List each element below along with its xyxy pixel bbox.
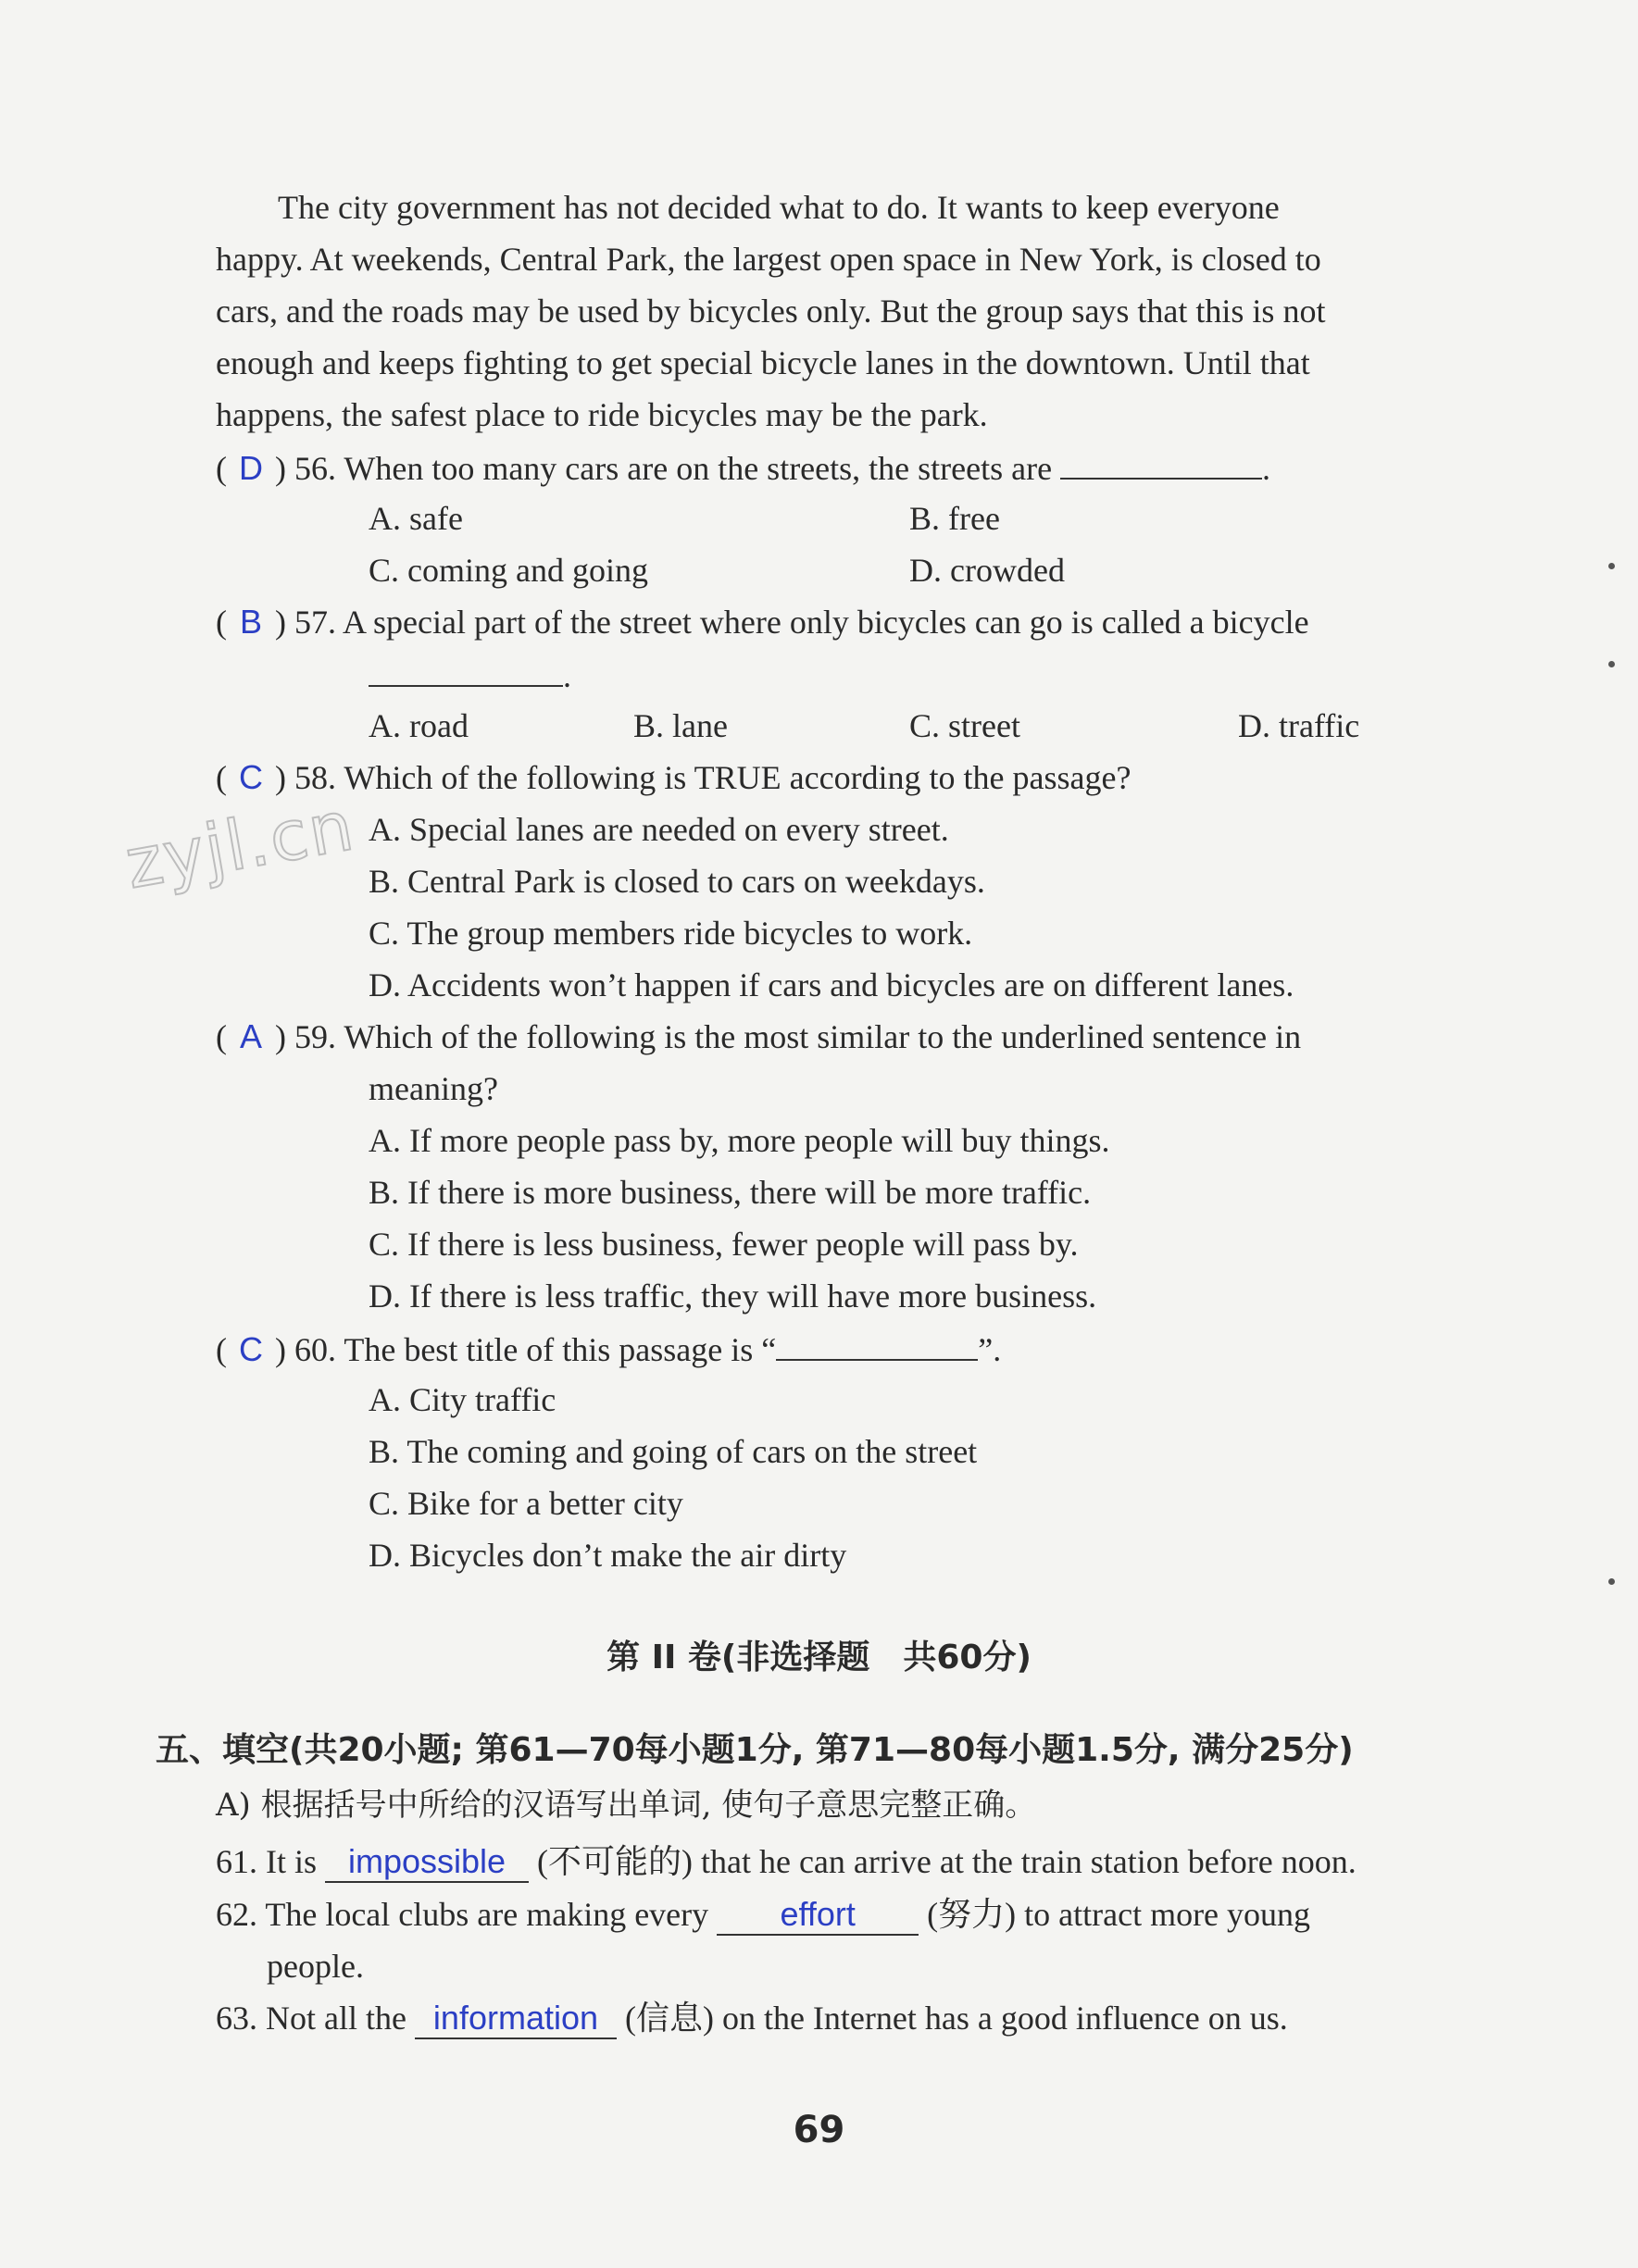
option-58-c: C. The group members ride bicycles to work. (369, 915, 973, 952)
option-56-d: D. crowded (909, 552, 1065, 589)
question-56: ( D ) 56. When too many cars are on the streets, the streets are . (216, 441, 1270, 494)
answer-59: A (239, 1017, 262, 1055)
option-60-c: C. Bike for a better city (369, 1485, 683, 1522)
option-57-a: A. road (369, 707, 469, 744)
passage-line-5: happens, the safest place to ride bicycles may be the park. (216, 396, 988, 433)
passage-line-3: cars, and the roads may be used by bicycles only. But the group says that this is not (216, 293, 1326, 330)
option-58-a: A. Special lanes are needed on every street. (369, 811, 949, 848)
question-stem: A special part of the street where only bicycles can go is called a bicycle (343, 604, 1309, 641)
answer-57: B (239, 603, 262, 641)
option-56-b: B. free (909, 500, 1000, 537)
fill-item-62-cont: people. (267, 1948, 364, 1985)
question-number: 60. (294, 1331, 336, 1368)
passage-line-4: enough and keeps fighting to get special bicycle lanes in the downtown. Until that (216, 344, 1310, 381)
option-57-c: C. street (909, 707, 1020, 744)
question-number: 59. (294, 1018, 336, 1055)
fill-answer-63: information (415, 1999, 617, 2039)
item-text: (努力) to attract more young (927, 1896, 1311, 1933)
fill-item-61 (216, 1836, 1357, 1888)
fill-answer-62: effort (717, 1895, 919, 1936)
answer-58: C (239, 758, 263, 796)
option-60-b: B. The coming and going of cars on the street (369, 1433, 978, 1470)
question-57-blank-line (369, 648, 571, 702)
fill-answer-61: impossible (325, 1842, 529, 1883)
option-58-b: B. Central Park is closed to cars on weekdays. (369, 863, 985, 900)
option-59-a: A. If more people pass by, more people will buy things. (369, 1122, 1110, 1159)
option-60-a: A. City traffic (369, 1381, 556, 1418)
answer-blank (369, 648, 563, 687)
option-60-d: D. Bicycles don’t make the air dirty (369, 1537, 847, 1574)
option-56-a: A. safe (369, 500, 463, 537)
answer-blank (1060, 441, 1262, 480)
option-59-c: C. If there is less business, fewer people will pass by. (369, 1226, 1079, 1263)
item-text: 63. Not all the (216, 2000, 406, 2037)
question-stem: The best title of this passage is “ (344, 1331, 777, 1368)
question-stem: Which of the following is the most similar to the underlined sentence in (344, 1018, 1302, 1055)
question-59: ( A ) 59. Which of the following is the most similar to the underlined sentence in (216, 1011, 1301, 1063)
question-58: ( C ) 58. Which of the following is TRUE according to the passage? (216, 752, 1131, 804)
question-59-stem-cont: meaning? (369, 1070, 498, 1107)
sub-instruction-a: A) 根据括号中所给的汉语写出单词, 使句子意思完整正确。 (216, 1787, 1037, 1824)
answer-blank (776, 1322, 978, 1361)
item-text: (信息) on the Internet has a good influence on us. (624, 2000, 1288, 2037)
option-57-b: B. lane (633, 707, 728, 744)
question-number: 57. (294, 604, 336, 641)
question-stem: Which of the following is TRUE according to the passage? (344, 759, 1132, 796)
option-57-d: D. traffic (1238, 707, 1360, 744)
item-text: 61. It is (216, 1843, 318, 1880)
stem-end: . (563, 657, 571, 694)
item-text: 62. The local clubs are making every (216, 1896, 709, 1933)
question-57: ( B ) 57. A special part of the street where only bicycles can go is called a bicycle (216, 596, 1309, 648)
item-text: (不可能的) that he can arrive at the train station before noon. (537, 1843, 1357, 1880)
binder-dot (1608, 563, 1615, 569)
section-5-heading: 五、填空(共20小题; 第61—70每小题1分, 第71—80每小题1.5分, 满分25分) (156, 1731, 1354, 1769)
stem-end: . (1262, 450, 1271, 487)
passage-line-1: The city government has not decided what to do. It wants to keep everyone (278, 189, 1280, 226)
option-59-d: D. If there is less traffic, they will have more business. (369, 1277, 1097, 1315)
option-58-d: D. Accidents won’t happen if cars and bicycles are on different lanes. (369, 966, 1294, 1003)
option-59-b: B. If there is more business, there will be more traffic. (369, 1174, 1092, 1211)
binder-dot (1608, 1578, 1615, 1585)
page-number: 69 (793, 2109, 845, 2151)
passage-line-2: happy. At weekends, Central Park, the largest open space in New York, is closed to (216, 241, 1321, 278)
answer-56: D (239, 449, 263, 487)
question-number: 58. (294, 759, 336, 796)
question-stem: When too many cars are on the streets, the streets are (344, 450, 1053, 487)
question-number: 56. (294, 450, 336, 487)
fill-item-63 (216, 1992, 1288, 2044)
stem-end: ”. (978, 1331, 1002, 1368)
watermark-logo: zyjl.cn (119, 786, 361, 904)
binder-dot (1608, 661, 1615, 667)
part-2-title: 第 II 卷(非选择题 共60分) (606, 1639, 1032, 1676)
question-60: ( C ) 60. The best title of this passage is “ ”. (216, 1322, 1001, 1376)
answer-60: C (239, 1330, 263, 1368)
option-56-c: C. coming and going (369, 552, 648, 589)
fill-item-62 (216, 1888, 1310, 1940)
